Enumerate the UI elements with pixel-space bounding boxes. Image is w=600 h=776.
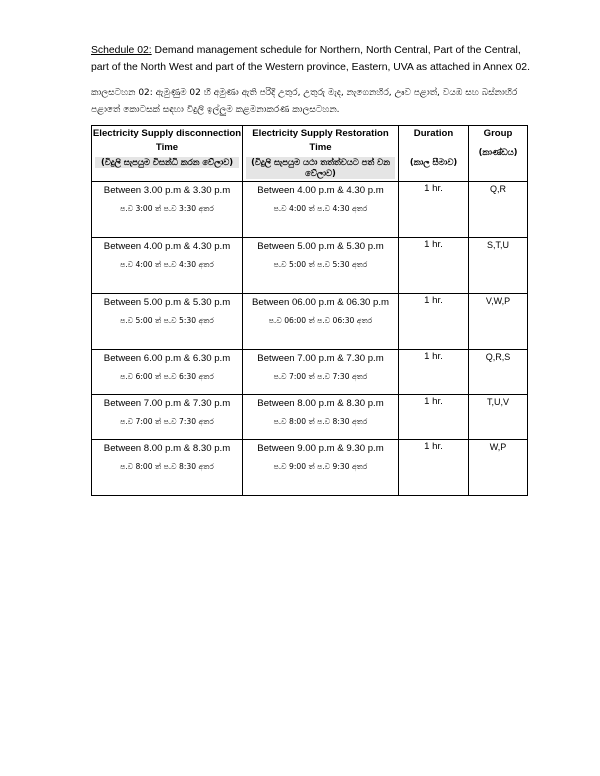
header-restoration-si: (විදුලි සැපයුම යථා තත්ත්වයට පත් වන වේලාව): [246, 157, 395, 179]
restoration-si: ප.ව 9:00 ත් ප.ව 9:30 අතර: [273, 462, 368, 471]
group-cell: Q,R,S: [469, 350, 528, 395]
disconnection-cell: [92, 350, 243, 395]
restoration-cell: [243, 294, 399, 350]
group-cell: Q,R: [469, 182, 528, 238]
disconnection-cell: [92, 294, 243, 350]
restoration-si: ප.ව 7:00 ත් ප.ව 7:30 අතර: [273, 372, 368, 381]
disconnection-cell: [92, 182, 243, 238]
table-row: [92, 395, 528, 440]
restoration-cell: [243, 350, 399, 395]
table-row: [92, 350, 528, 395]
duration-cell: 1 hr.: [399, 238, 469, 294]
disconnection-si: ප.ව 3:00 ත් ප.ව 3:30 අතර: [120, 204, 214, 213]
restoration-en: Between 8.00 p.m & 8.30 p.m: [257, 398, 384, 409]
schedule-description-sinhala: කාලසටහන 02: ඇමුණුම 02 හි අමුණා ඇති පරිදි උතුර, උතුරු මැද, නැගෙනහිර, ඌව පළාත්, වයඹ සහ බස්නාහිර පළාතේ කොටසක් සඳහා විදුලි ඉල්ලුම කළමනාකරණ කාලසටහන.: [91, 88, 518, 115]
header-group-en: Group: [483, 128, 513, 139]
duration-cell: 1 hr.: [399, 395, 469, 440]
duration-cell: 1 hr.: [399, 350, 469, 395]
header-restoration-en: Electricity Supply Restoration Time: [252, 128, 389, 153]
header-duration: [399, 126, 469, 182]
header-duration-si: (කාල සීමාව): [409, 157, 458, 167]
disconnection-si: ප.ව 7:00 ත් ප.ව 7:30 අතර: [120, 417, 214, 426]
duration-cell: 1 hr.: [399, 440, 469, 496]
table-row: [92, 294, 528, 350]
disconnection-si: ප.ව 4:00 ත් ප.ව 4:30 අතර: [120, 260, 214, 269]
restoration-cell: [243, 238, 399, 294]
duration-cell: 1 hr.: [399, 294, 469, 350]
restoration-en: Between 9.00 p.m & 9.30 p.m: [257, 443, 384, 454]
group-cell: T,U,V: [469, 395, 528, 440]
restoration-si: ප.ව 4:00 ත් ප.ව 4:30 අතර: [273, 204, 368, 213]
restoration-cell: [243, 440, 399, 496]
restoration-si: ප.ව 06:00 ත් ප.ව 06:30 අතර: [268, 316, 373, 325]
header-disconnection-si: (විදුලි සැපයුම විසන්ධි කරන වේලාව): [95, 157, 239, 168]
restoration-en: Between 7.00 p.m & 7.30 p.m: [257, 353, 384, 364]
disconnection-si: ප.ව 8:00 ත් ප.ව 8:30 අතර: [120, 462, 214, 471]
schedule-description: Demand management schedule for Northern, North Central, Part of the Central, part of the North West and part of the Western province, Eastern, UVA as attached in Annex 02.: [91, 45, 530, 73]
disconnection-si: ප.ව 6:00 ත් ප.ව 6:30 අතර: [120, 372, 214, 381]
disconnection-en: Between 8.00 p.m & 8.30 p.m: [103, 443, 231, 454]
header-group: [469, 126, 528, 182]
header-group-si: (කාණ්ඩය): [478, 147, 518, 157]
table-row: [92, 182, 528, 238]
group-cell: W,P: [469, 440, 528, 496]
disconnection-en: Between 5.00 p.m & 5.30 p.m: [103, 297, 231, 308]
restoration-si: ප.ව 8:00 ත් ප.ව 8:30 අතර: [273, 417, 368, 426]
header-disconnection-en: Electricity Supply disconnection Time: [92, 128, 242, 153]
restoration-cell: [243, 395, 399, 440]
header-disconnection-time: [92, 126, 243, 182]
schedule-table: [91, 125, 528, 496]
group-cell: S,T,U: [469, 238, 528, 294]
group-cell: V,W,P: [469, 294, 528, 350]
table-row: [92, 440, 528, 496]
restoration-si: ප.ව 5:00 ත් ප.ව 5:30 අතර: [273, 260, 368, 269]
header-restoration-time: [243, 126, 399, 182]
table-header-row: [92, 126, 528, 182]
restoration-en: Between 06.00 p.m & 06.30 p.m: [251, 297, 390, 308]
schedule-intro: [91, 42, 541, 76]
restoration-en: Between 5.00 p.m & 5.30 p.m: [257, 241, 384, 252]
disconnection-cell: [92, 395, 243, 440]
disconnection-cell: [92, 440, 243, 496]
disconnection-en: Between 6.00 p.m & 6.30 p.m: [103, 353, 231, 364]
duration-cell: 1 hr.: [399, 182, 469, 238]
schedule-label: Schedule 02:: [91, 45, 152, 56]
disconnection-cell: [92, 238, 243, 294]
disconnection-si: ප.ව 5:00 ත් ප.ව 5:30 අතර: [120, 316, 214, 325]
disconnection-en: Between 7.00 p.m & 7.30 p.m: [103, 398, 231, 409]
table-row: [92, 238, 528, 294]
restoration-en: Between 4.00 p.m & 4.30 p.m: [257, 185, 384, 196]
disconnection-en: Between 4.00 p.m & 4.30 p.m: [103, 241, 231, 252]
disconnection-en: Between 3.00 p.m & 3.30 p.m: [103, 185, 231, 196]
restoration-cell: [243, 182, 399, 238]
header-duration-en: Duration: [413, 128, 454, 139]
